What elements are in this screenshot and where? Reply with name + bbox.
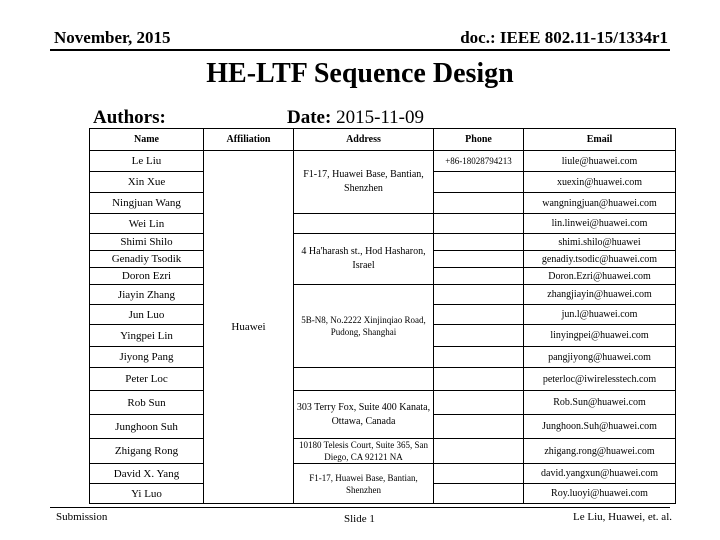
address-cell xyxy=(294,214,434,234)
phone-cell xyxy=(434,439,524,464)
author-name: Yi Luo xyxy=(90,484,204,504)
col-affiliation-header: Affiliation xyxy=(204,129,294,151)
email-cell: peterloc@iwirelesstech.com xyxy=(524,368,676,391)
table-row xyxy=(90,391,676,415)
col-name-header: Name xyxy=(90,129,204,151)
author-name: Shimi Shilo xyxy=(90,234,204,251)
header-divider xyxy=(50,49,670,51)
address-cell: 4 Ha'harash st., Hod Hasharon, Israel xyxy=(294,234,434,285)
author-name: Ningjuan Wang xyxy=(90,193,204,214)
email-cell: genadiy.tsodic@huawei.com xyxy=(524,251,676,268)
authors-label: Authors: xyxy=(93,107,166,128)
table-header-row xyxy=(90,129,676,151)
address-cell: 5B-N8, No.2222 Xinjinqiao Road, Pudong, Shanghai xyxy=(294,285,434,368)
email-cell: linyingpei@huawei.com xyxy=(524,325,676,347)
author-name: Xin Xue xyxy=(90,172,204,193)
author-name: Jun Luo xyxy=(90,305,204,325)
phone-cell xyxy=(434,347,524,368)
table-row xyxy=(90,368,676,391)
phone-cell xyxy=(434,368,524,391)
phone-cell xyxy=(434,285,524,305)
col-phone-header: Phone xyxy=(434,129,524,151)
phone-cell xyxy=(434,415,524,439)
address-cell: F1-17, Huawei Base, Bantian, Shenzhen xyxy=(294,151,434,214)
email-cell: lin.linwei@huawei.com xyxy=(524,214,676,234)
author-name: Le Liu xyxy=(90,151,204,172)
header-doc-id: doc.: IEEE 802.11-15/1334r1 xyxy=(460,28,668,47)
header-date: November, 2015 xyxy=(54,28,171,47)
table-row xyxy=(90,214,676,234)
email-cell: xuexin@huawei.com xyxy=(524,172,676,193)
author-name: David X. Yang xyxy=(90,464,204,484)
table-row xyxy=(90,439,676,464)
email-cell: shimi.shilo@huawei xyxy=(524,234,676,251)
col-email-header: Email xyxy=(524,129,676,151)
date-line xyxy=(287,107,424,129)
author-name: Genadiy Tsodik xyxy=(90,251,204,268)
phone-cell xyxy=(434,484,524,504)
email-cell: pangjiyong@huawei.com xyxy=(524,347,676,368)
phone-cell xyxy=(434,193,524,214)
phone-cell: +86-18028794213 xyxy=(434,151,524,172)
phone-cell xyxy=(434,305,524,325)
email-cell: wangningjuan@huawei.com xyxy=(524,193,676,214)
date-value: 2015-11-09 xyxy=(336,107,425,128)
author-name: Doron Ezri xyxy=(90,268,204,285)
email-cell: jun.l@huawei.com xyxy=(524,305,676,325)
author-name: Wei Lin xyxy=(90,214,204,234)
col-address-header: Address xyxy=(294,129,434,151)
email-cell: Junghoon.Suh@huawei.com xyxy=(524,415,676,439)
address-cell: F1-17, Huawei Base, Bantian, Shenzhen xyxy=(294,464,434,504)
author-name: Yingpei Lin xyxy=(90,325,204,347)
phone-cell xyxy=(434,325,524,347)
address-cell xyxy=(294,368,434,391)
author-name: Jiayin Zhang xyxy=(90,285,204,305)
table-row xyxy=(90,285,676,305)
author-name: Peter Loc xyxy=(90,368,204,391)
email-cell: liule@huawei.com xyxy=(524,151,676,172)
email-cell: david.yangxun@huawei.com xyxy=(524,464,676,484)
table-row xyxy=(90,234,676,251)
footer-submission: Submission xyxy=(56,511,108,523)
email-cell: zhigang.rong@huawei.com xyxy=(524,439,676,464)
address-cell: 10180 Telesis Court, Suite 365, San Diego, CA 92121 NA xyxy=(294,439,434,464)
authors-table xyxy=(89,128,676,504)
email-cell: Doron.Ezri@huawei.com xyxy=(524,268,676,285)
phone-cell xyxy=(434,172,524,193)
email-cell: zhangjiayin@huawei.com xyxy=(524,285,676,305)
author-name: Zhigang Rong xyxy=(90,439,204,464)
author-name: Jiyong Pang xyxy=(90,347,204,368)
phone-cell xyxy=(434,251,524,268)
phone-cell xyxy=(434,391,524,415)
address-cell: 303 Terry Fox, Suite 400 Kanata, Ottawa, Canada xyxy=(294,391,434,439)
footer-divider xyxy=(50,507,670,508)
table-row xyxy=(90,151,676,172)
table-row xyxy=(90,464,676,484)
phone-cell xyxy=(434,234,524,251)
date-label: Date: xyxy=(287,107,332,128)
slide-title: HE-LTF Sequence Design xyxy=(206,58,514,89)
footer-authors: Le Liu, Huawei, et. al. xyxy=(573,511,672,523)
author-name: Junghoon Suh xyxy=(90,415,204,439)
email-cell: Roy.luoyi@huawei.com xyxy=(524,484,676,504)
phone-cell xyxy=(434,268,524,285)
phone-cell xyxy=(434,214,524,234)
slide-number: Slide 1 xyxy=(344,513,375,525)
author-name: Rob Sun xyxy=(90,391,204,415)
email-cell: Rob.Sun@huawei.com xyxy=(524,391,676,415)
phone-cell xyxy=(434,464,524,484)
affiliation-cell: Huawei xyxy=(204,151,294,504)
